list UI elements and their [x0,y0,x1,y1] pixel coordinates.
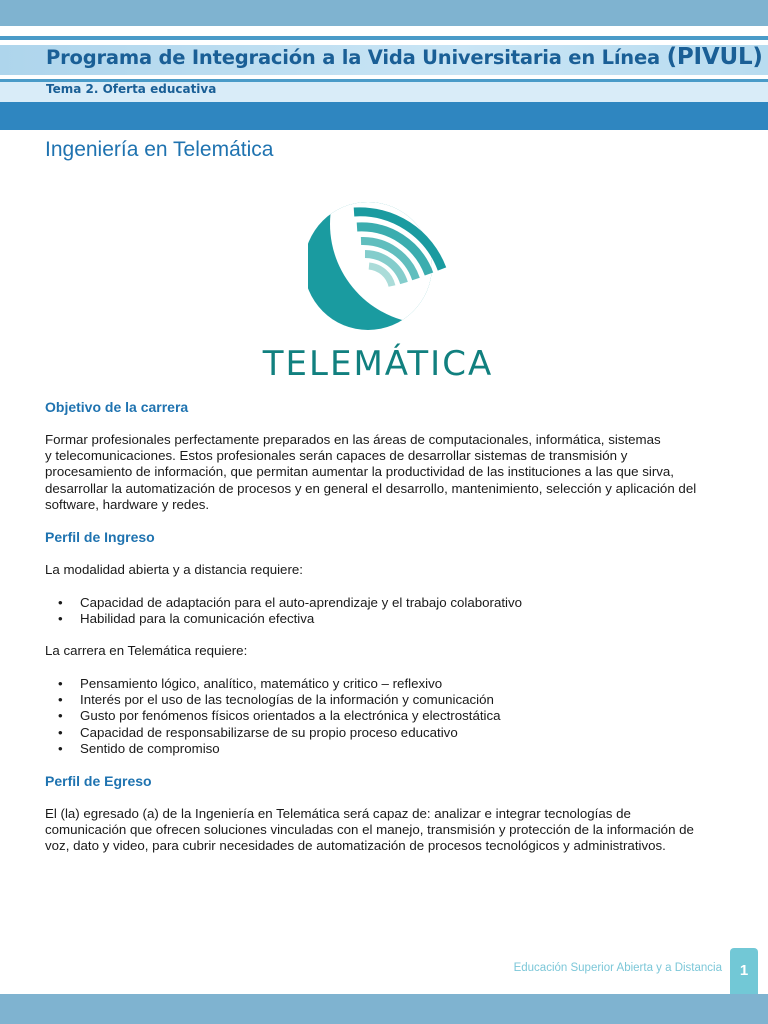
list-item: • Pensamiento lógico, analítico, matemático y critico – reflexivo [45,676,501,692]
header-top-band [0,0,768,26]
paragraph-line: comunicación que ofrecen soluciones vinculadas con el manejo, transmisión y protección de la información de [45,822,694,838]
header-dark-band [0,102,768,130]
list-item: • Capacidad de responsabilizarse de su propio proceso educativo [45,725,501,741]
egreso-paragraph [45,806,735,855]
footer-band [0,994,768,1024]
paragraph-line: voz, dato y video, para cubrir necesidades de automatización de procesos tecnológicos y administrativos. [45,838,666,854]
page-title: Ingeniería en Telemática [45,138,274,161]
modalidad-list [45,595,522,627]
paragraph-line: y telecomunicaciones. Estos profesionales serán capaces de desarrollar sistemas de transmisión y [45,448,628,464]
telematica-globe-icon [308,190,448,340]
header-stripe [0,26,768,36]
list-item: • Habilidad para la comunicación efectiva [45,611,522,627]
page-number: 1 [730,948,758,994]
paragraph-line: El (la) egresado (a) de la Ingeniería en Telemática será capaz de: analizar e integrar tecnologías de [45,806,631,821]
program-acronym: (PIVUL) [666,44,763,70]
paragraph-line: desarrollar la automatización de procesos y en general el desarrollo, mantenimiento, selección y aplicación del [45,480,697,496]
list-item: • Interés por el uso de las tecnologías de la información y comunicación [45,692,501,708]
objetivo-paragraph [45,432,735,513]
footer-text: Educación Superior Abierta y a Distancia [513,962,722,974]
paragraph-line: procesamiento de información, que permitan aumentar la productividad de las instituciones a las que sirva, [45,464,674,480]
carrera-intro: La carrera en Telemática requiere: [45,643,248,658]
list-item: • Capacidad de adaptación para el auto-aprendizaje y el trabajo colaborativo [45,595,522,611]
program-title-text: Programa de Integración a la Vida Universitaria en Línea [46,46,660,69]
list-item: • Sentido de compromiso [45,741,501,757]
list-item: • Gusto por fenómenos físicos orientados a la electrónica y electrostática [45,708,501,724]
logo-wordmark: TELEMÁTICA [262,344,494,384]
section-heading-egreso: Perfil de Egreso [45,773,152,789]
modalidad-intro: La modalidad abierta y a distancia requiere: [45,562,303,577]
paragraph-line: Formar profesionales perfectamente preparados en las áreas de computacionales, informática, sistemas [45,432,661,447]
topic-title: Tema 2. Oferta educativa [46,82,217,96]
program-title [46,44,763,70]
paragraph-line: software, hardware y redes. [45,496,210,512]
section-heading-objetivo: Objetivo de la carrera [45,399,189,415]
carrera-list [45,676,501,757]
section-heading-ingreso: Perfil de Ingreso [45,529,155,545]
